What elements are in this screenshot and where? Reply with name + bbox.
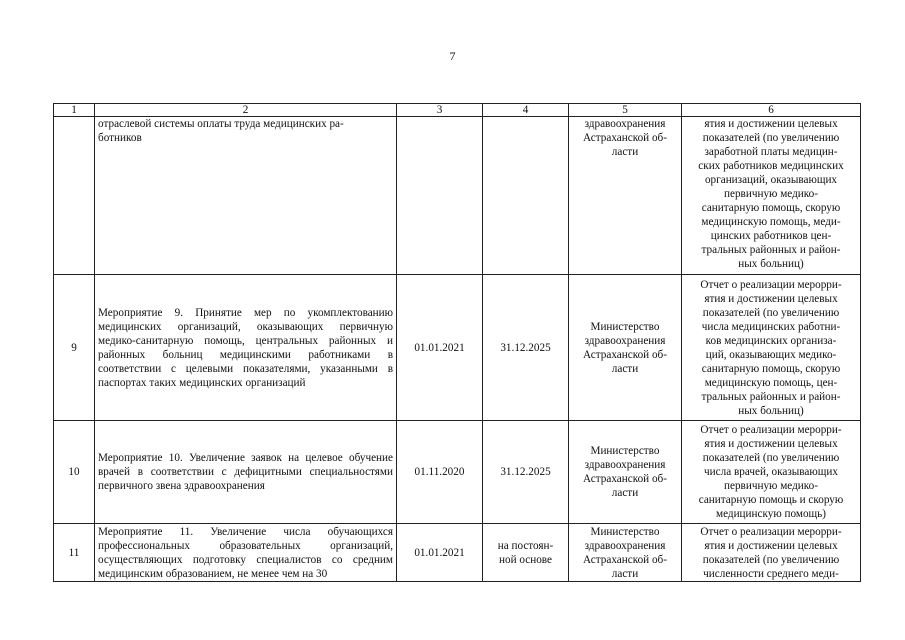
- end-date: на постоян- ной основе: [483, 524, 569, 582]
- start-date: 01.01.2021: [397, 275, 483, 421]
- column-header: 2: [95, 104, 397, 117]
- start-date: [397, 117, 483, 275]
- start-date: 01.01.2021: [397, 524, 483, 582]
- measure-description: Мероприятие 11. Увеличение числа обучающихся профессиональных образовательных организаций, осуществляющих подготовку специалистов со средним медицинским образованием, не менее чем на 30: [95, 524, 397, 582]
- expected-result: Отчет о реализации мероpри- ятия и достижении целевых показателей (по увеличению численности среднего меди-: [682, 524, 861, 582]
- column-header-row: [54, 104, 861, 117]
- column-header: 4: [483, 104, 569, 117]
- measure-description: Мероприятие 10. Увеличение заявок на целевое обучение врачей в соответствии с дефицитными специальностями первичного звена здравоохранения: [95, 421, 397, 524]
- measure-description: Мероприятие 9. Принятие мер по укомплектованию медицинских организаций, оказывающих первичную медико-санитарную помощь, центральных районных и районных больниц медицинскими работниками в соответствии с целевыми показателями, указанными в паспортах таких медицинских организаций: [95, 275, 397, 421]
- column-header: 6: [682, 104, 861, 117]
- responsible-body: здравоохранения Астраханской об- ласти: [569, 117, 682, 275]
- page-number: 7: [449, 49, 456, 63]
- table-row: [54, 524, 861, 582]
- responsible-body: Министерство здравоохранения Астраханской об- ласти: [569, 421, 682, 524]
- row-number: 11: [54, 524, 95, 582]
- row-number: [54, 117, 95, 275]
- end-date: [483, 117, 569, 275]
- responsible-body: Министерство здравоохранения Астраханской об- ласти: [569, 524, 682, 582]
- table-row: [54, 117, 861, 275]
- column-header: 3: [397, 104, 483, 117]
- column-header: 1: [54, 104, 95, 117]
- responsible-body: Министерство здравоохранения Астраханской об- ласти: [569, 275, 682, 421]
- column-header: 5: [569, 104, 682, 117]
- measures-table: [53, 103, 861, 582]
- end-date: 31.12.2025: [483, 421, 569, 524]
- start-date: 01.11.2020: [397, 421, 483, 524]
- end-date: 31.12.2025: [483, 275, 569, 421]
- expected-result: Отчет о реализации мероpри- ятия и достижении целевых показателей (по увеличению числа врачей, оказывающих первичную медико- санитарную помощь и скорую медицинскую помощь): [682, 421, 861, 524]
- row-number: 9: [54, 275, 95, 421]
- row-number: 10: [54, 421, 95, 524]
- expected-result: Отчет о реализации мероpри- ятия и достижении целевых показателей (по увеличению числа медицинских работни- ков медицинских организа- ций, оказывающих медико- санитарную помощь, скорую медицинскую помощь, цен- тральных районных и район- ных больниц): [682, 275, 861, 421]
- expected-result: ятия и достижении целевых показателей (по увеличению заработной платы медицин- ских работников медицинских организаций, оказывающих первичную медико- санитарную помощь, скорую медицинскую помощь, меди- цинских работников цен- тральных районных и район- ных больниц): [682, 117, 861, 275]
- table-row: [54, 421, 861, 524]
- measure-description: отраслевой системы оплаты труда медицинских ра- ботников: [95, 117, 397, 275]
- table-row: [54, 275, 861, 421]
